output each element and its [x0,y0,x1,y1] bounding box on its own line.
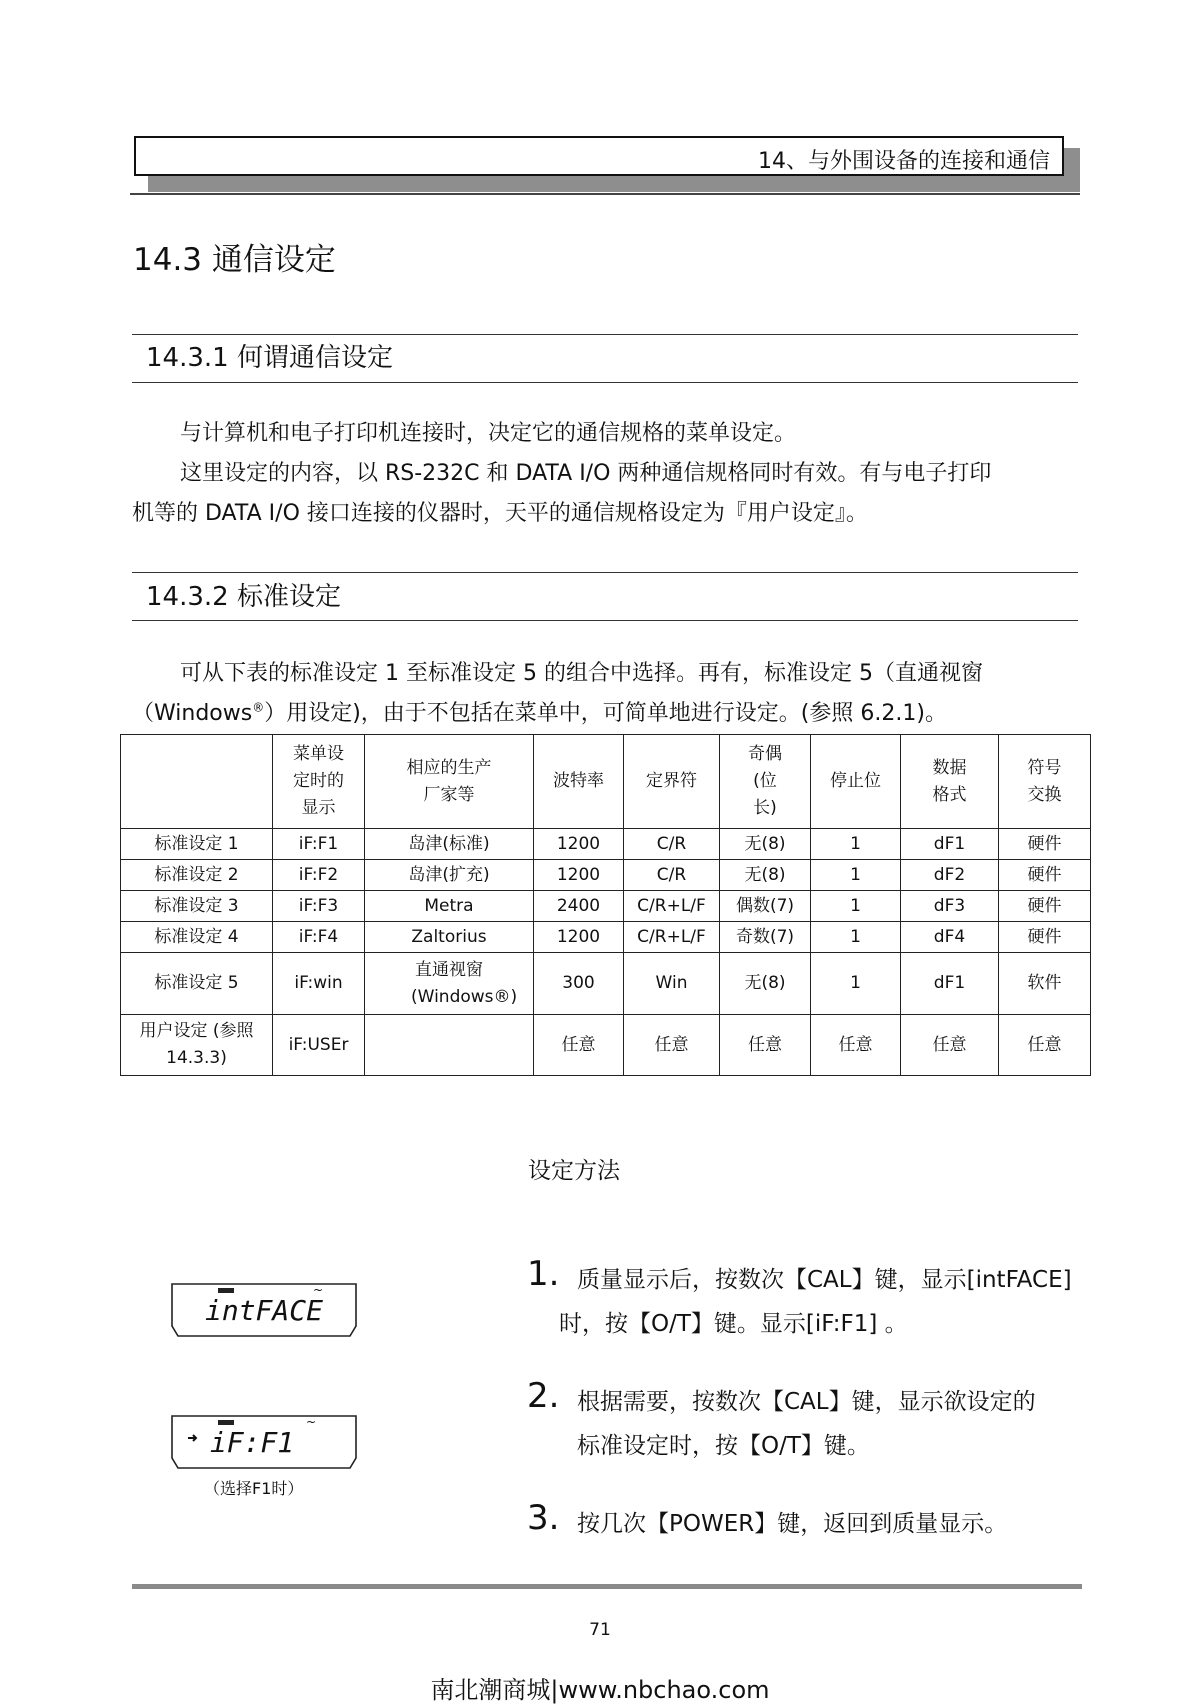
table-cell: C/R [624,860,720,891]
lcd-menu-tag: MENU [264,1420,270,1423]
column-header: 停止位 [811,735,901,829]
paragraph: 机等的 DATA I/O 接口连接的仪器时，天平的通信规格设定为『用户设定』。 [132,501,868,526]
table-cell: 任意 [811,1015,901,1076]
table-cell: 无(8) [720,829,811,860]
step-line: 根据需要，按数次【CAL】键，显示欲设定的 [577,1389,1036,1415]
table-cell: 岛津(扩充) [365,860,534,891]
table-row [121,953,1091,1015]
table-cell: 软件 [999,953,1091,1015]
table-cell: 1200 [534,922,624,953]
table-row [121,922,1091,953]
paragraph: 可从下表的标准设定 1 至标准设定 5 的组合中选择。再有，标准设定 5（直通视窗 [180,661,983,686]
step-text [577,1380,1036,1468]
table-cell: iF:win [273,953,365,1015]
table-header-row [121,735,1091,829]
step-number: 1. [527,1254,560,1294]
table-cell: 偶数(7) [720,891,811,922]
lcd-text: intFACE [204,1294,324,1327]
column-header [720,735,811,829]
paragraph: 这里设定的内容，以 RS-232C 和 DATA I/O 两种通信规格同时有效。有与电子打印 [180,461,992,486]
tilde-mark-icon: ~ [313,1283,324,1297]
table-cell: iF:F2 [273,860,365,891]
subsection-rule-top [132,334,1078,335]
step-number: 2. [527,1376,560,1416]
tilde-mark-icon: ~ [306,1415,317,1429]
column-header [365,735,534,829]
method-title: 设定方法 [528,1158,620,1184]
subsection-1-body [132,414,1080,534]
column-header: 波特率 [534,735,624,829]
subsection-rule-bottom [132,620,1078,621]
lcd-text: iF:F1 [209,1426,295,1459]
table-cell: 标准设定 4 [121,922,273,953]
table-row [121,860,1091,891]
table-cell: 奇数(7) [720,922,811,953]
step-text [577,1502,1007,1546]
header-text: 符号交换 [1027,757,1062,805]
step-line: 时，按【O/T】键。显示[iF:F1] 。 [559,1311,908,1337]
header-text: 奇偶(位长) [748,744,782,818]
lcd-display-intface [166,1282,362,1338]
table-cell: 任意 [534,1015,624,1076]
footer-rule [132,1584,1082,1589]
table-cell: iF:F4 [273,922,365,953]
table-cell: 1200 [534,829,624,860]
table-cell: 1 [811,891,901,922]
header-text: 相应的生产厂家等 [406,757,492,805]
column-header [273,735,365,829]
table-cell: 1 [811,953,901,1015]
column-header: 定界符 [624,735,720,829]
text-segment: ）用设定)，由于不包括在菜单中，可简单地进行设定。(参照 6.2.1)。 [264,701,947,726]
footer-watermark: 南北潮商城|www.nbchao.com [430,1676,770,1704]
table-cell: iF:USEr [273,1015,365,1076]
table-cell: iF:F3 [273,891,365,922]
chapter-header [134,136,1064,176]
cell-text: 直通视窗 (Windows®) [411,959,518,1007]
page-number: 71 [589,1620,611,1640]
table-row [121,829,1091,860]
lcd-display-iff1 [166,1414,362,1470]
header-text: 菜单设定时的显示 [293,744,344,818]
chapter-title: 14、与外围设备的连接和通信 [758,149,1050,174]
table-cell: C/R+L/F [624,891,720,922]
text-segment: （Windows [132,701,253,726]
table-cell: dF3 [901,891,999,922]
subsection-title-1: 14.3.1 何谓通信设定 [146,343,393,373]
table-cell: 任意 [624,1015,720,1076]
table-cell: 无(8) [720,953,811,1015]
lcd-menu-indicator [218,1420,234,1425]
table-cell: 硬件 [999,891,1091,922]
step-line: 质量显示后，按数次【CAL】键，显示[intFACE] [577,1267,1072,1293]
cell-text: 用户设定 (参照 14.3.3) [139,1021,254,1068]
table-cell: 任意 [901,1015,999,1076]
table-cell: 硬件 [999,860,1091,891]
lcd-menu-tag: MENU [264,1288,270,1291]
table-cell: 标准设定 1 [121,829,273,860]
table-cell: 1 [811,922,901,953]
table-cell: dF1 [901,953,999,1015]
table-cell [365,1015,534,1076]
table-cell: 1 [811,860,901,891]
table-cell: Win [624,953,720,1015]
subsection-rule-bottom [132,382,1078,383]
subsection-rule-top [132,572,1078,573]
table-cell: C/R+L/F [624,922,720,953]
column-header [901,735,999,829]
table-cell: Metra [365,891,534,922]
table-cell: 标准设定 5 [121,953,273,1015]
table-cell: 300 [534,953,624,1015]
table-row [121,891,1091,922]
lcd-caption: （选择F1时） [204,1479,304,1498]
table-cell [121,1015,273,1076]
column-header [121,735,273,829]
table-cell: dF1 [901,829,999,860]
table-cell: 2400 [534,891,624,922]
table-cell: iF:F1 [273,829,365,860]
table-cell: 岛津(标准) [365,829,534,860]
header-rule [130,193,1080,195]
column-header [999,735,1091,829]
table-cell: 1 [811,829,901,860]
step-number: 3. [527,1498,560,1538]
table-cell: Zaltorius [365,922,534,953]
step-line: 按几次【POWER】键，返回到质量显示。 [577,1511,1008,1537]
paragraph [132,694,1080,734]
section-title: 14.3 通信设定 [133,242,336,278]
table-cell: 硬件 [999,829,1091,860]
subsection-2-body [132,654,1080,734]
table-row [121,1015,1091,1076]
table-cell: C/R [624,829,720,860]
table-cell: 标准设定 3 [121,891,273,922]
table-cell: 硬件 [999,922,1091,953]
subsection-title-2: 14.3.2 标准设定 [146,582,341,612]
table-cell: dF4 [901,922,999,953]
table-cell: 任意 [720,1015,811,1076]
table-cell: 标准设定 2 [121,860,273,891]
table-cell [365,953,534,1015]
registered-mark: ® [252,700,265,715]
paragraph: 与计算机和电子打印机连接时，决定它的通信规格的菜单设定。 [180,421,797,446]
lcd-menu-indicator [218,1288,234,1293]
header-text: 数据格式 [932,757,967,805]
step-line: 标准设定时，按【O/T】键。 [577,1433,870,1459]
table-cell: 1200 [534,860,624,891]
table-cell: 任意 [999,1015,1091,1076]
table-cell: 无(8) [720,860,811,891]
table-cell: dF2 [901,860,999,891]
standard-settings-table [120,734,1091,1076]
step-text [559,1258,1072,1346]
